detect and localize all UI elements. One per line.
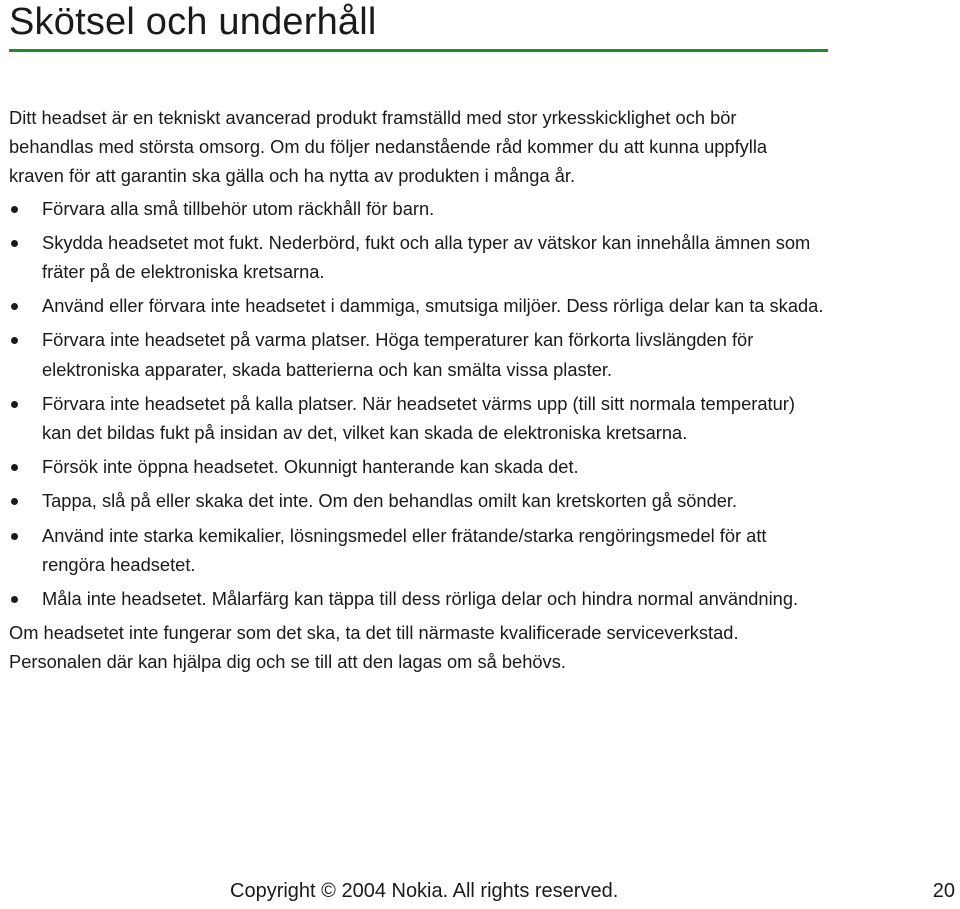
- bullet-icon: [11, 303, 18, 310]
- list-item: [9, 194, 824, 223]
- bullet-icon: [11, 240, 18, 247]
- page-number: 20: [932, 880, 955, 902]
- list-item-text: Förvara inte headsetet på varma platser. Höga temperaturer kan förkorta livslängden för elektroniska apparater, skada batterierna och kan smälta vissa plaster.: [42, 329, 754, 380]
- main-content: [9, 103, 824, 677]
- bullet-icon: [11, 498, 18, 505]
- list-item: [9, 486, 824, 515]
- title-rule: [9, 49, 828, 52]
- intro-paragraph: Ditt headset är en tekniskt avancerad produkt framställd med stor yrkesskicklighet och bör behandlas med största omsorg. Om du följer nedanstående råd kommer du att kunna uppfylla kraven för att garantin ska gälla och ha nytta av produkten i många år.: [9, 107, 768, 187]
- bullet-icon: [11, 464, 18, 471]
- footer-copyright: Copyright © 2004 Nokia. All rights reserved.: [230, 880, 619, 902]
- bullet-icon: [11, 401, 18, 408]
- list-item-text: Använd eller förvara inte headsetet i dammiga, smutsiga miljöer. Dess rörliga delar kan ta skada.: [42, 295, 824, 317]
- bullet-icon: [11, 596, 18, 603]
- bullet-icon: [11, 337, 18, 344]
- list-item: [9, 521, 824, 579]
- list-item: [9, 291, 824, 320]
- list-item: [9, 228, 824, 286]
- list-item-text: Tappa, slå på eller skaka det inte. Om den behandlas omilt kan kretskorten gå sönder.: [42, 490, 738, 512]
- list-item-text: Använd inte starka kemikalier, lösningsmedel eller frätande/starka rengöringsmedel för att rengöra headsetet.: [42, 524, 767, 575]
- bullet-icon: [11, 533, 18, 540]
- list-item: [9, 452, 824, 481]
- list-item: [9, 389, 824, 447]
- closing-paragraph: Om headsetet inte fungerar som det ska, ta det till närmaste kvalificerade serviceverkstad. Personalen där kan hjälpa dig och se till att den lagas om så behövs.: [9, 622, 739, 673]
- page-title: Skötsel och underhåll: [9, 1, 377, 43]
- list-item-text: Förvara inte headsetet på kalla platser. När headsetet värms upp (till sitt normala temperatur) kan det bildas fukt på insidan av det, vilket kan skada de elektroniska kretsarna.: [42, 392, 795, 444]
- list-item-text: Försök inte öppna headsetet. Okunnigt hanterande kan skada det.: [42, 456, 579, 478]
- list-item-text: Måla inte headsetet. Målarfärg kan täppa till dess rörliga delar och hindra normal användning.: [42, 588, 799, 610]
- bullet-icon: [11, 206, 18, 213]
- list-item: [9, 325, 824, 383]
- list-item: [9, 584, 824, 613]
- care-instructions-list: [9, 194, 824, 614]
- list-item-text: Förvara alla små tillbehör utom räckhåll för barn.: [42, 197, 435, 219]
- list-item-text: Skydda headsetet mot fukt. Nederbörd, fukt och alla typer av vätskor kan innehålla ämnen som fräter på de elektroniska kretsarna.: [42, 231, 811, 283]
